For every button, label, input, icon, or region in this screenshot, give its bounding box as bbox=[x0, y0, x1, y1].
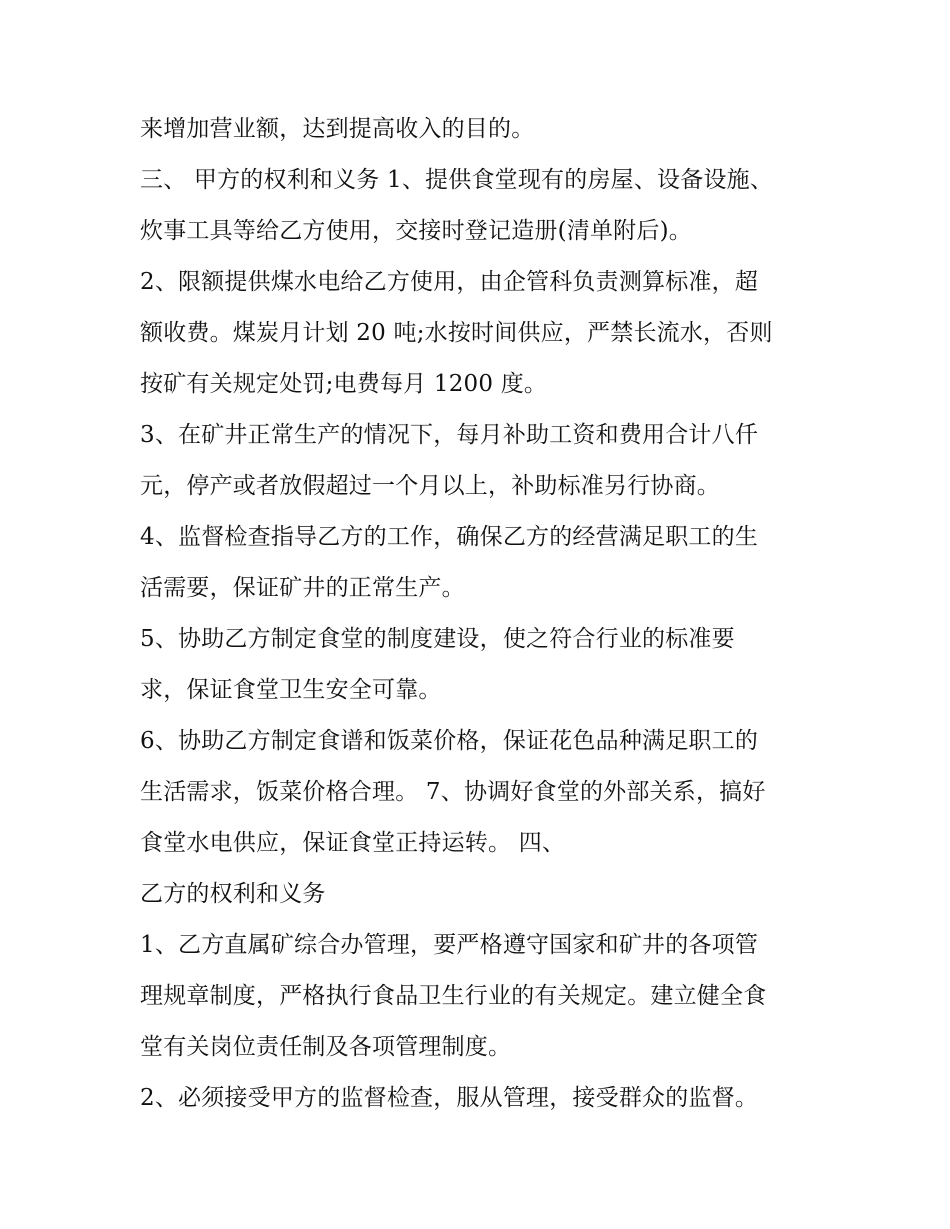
document-body bbox=[140, 104, 820, 1124]
text-line: 按矿有关规定处罚;电费每月 1200 度。 bbox=[140, 371, 548, 397]
text-line: 理规章制度，严格执行食品卫生行业的有关规定。建立健全食 bbox=[140, 983, 767, 1009]
text-line: 堂有关岗位责任制及各项管理制度。 bbox=[140, 1034, 512, 1060]
text-line: 炊事工具等给乙方使用，交接时登记造册(清单附后)。 bbox=[140, 218, 692, 244]
text-line: 生活需求，饭菜价格合理。 7、协调好食堂的外部关系，搞好 bbox=[140, 779, 766, 805]
text-line: 食堂水电供应，保证食堂正持运转。 四、 bbox=[140, 830, 566, 856]
text-line: 2、限额提供煤水电给乙方使用，由企管科负责测算标准，超 bbox=[140, 269, 759, 295]
text-line: 额收费。煤炭月计划 20 吨;水按时间供应，严禁长流水，否则 bbox=[140, 320, 773, 346]
text-line: 来增加营业额，达到提高收入的目的。 bbox=[140, 116, 535, 142]
text-line: 1、乙方直属矿综合办管理，要严格遵守国家和矿井的各项管 bbox=[140, 932, 759, 958]
text-line: 活需要，保证矿井的正常生产。 bbox=[140, 575, 465, 601]
text-line: 3、在矿井正常生产的情况下，每月补助工资和费用合计八仟 bbox=[140, 422, 759, 448]
text-line: 4、监督检查指导乙方的工作，确保乙方的经营满足职工的生 bbox=[140, 524, 759, 550]
text-line: 5、协助乙方制定食堂的制度建设，使之符合行业的标准要 bbox=[140, 626, 735, 652]
text-line: 求，保证食堂卫生安全可靠。 bbox=[140, 677, 442, 703]
text-line: 三、 甲方的权利和义务 1、提供食堂现有的房屋、设备设施、 bbox=[140, 167, 774, 193]
text-line: 2、必须接受甲方的监督检查，服从管理，接受群众的监督。 bbox=[140, 1085, 759, 1111]
text-line: 乙方的权利和义务 bbox=[140, 881, 326, 907]
text-line: 元，停产或者放假超过一个月以上，补助标准另行协商。 bbox=[140, 473, 720, 499]
text-line: 6、协助乙方制定食谱和饭菜价格，保证花色品种满足职工的 bbox=[140, 728, 759, 754]
